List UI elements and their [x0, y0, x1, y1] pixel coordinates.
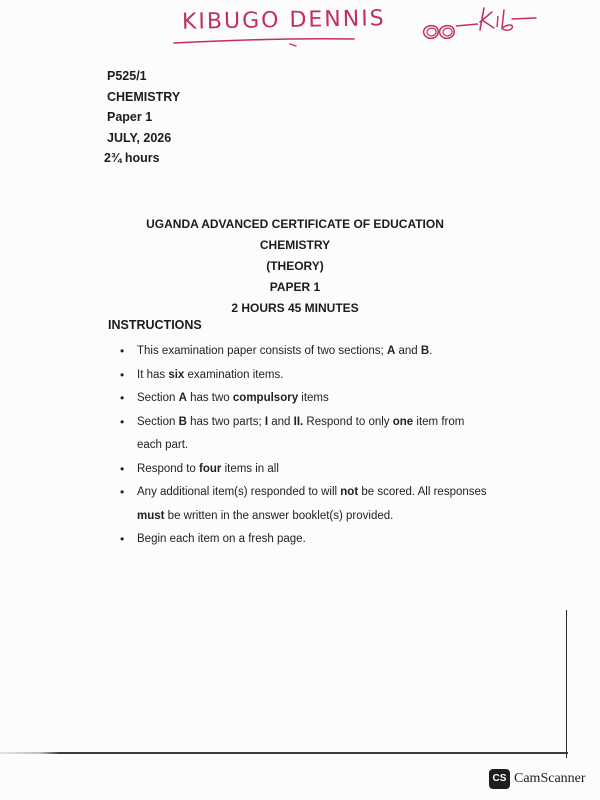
- signature-mark: [420, 4, 540, 50]
- scan-edge-right: [566, 610, 567, 758]
- instructions-heading: INSTRUCTIONS: [108, 318, 202, 332]
- camscanner-label: CamScanner: [514, 771, 586, 786]
- exam-paper-title: PAPER 1: [269, 280, 321, 294]
- instruction-item: • This examination paper consists of two sections; A and B.: [120, 340, 490, 364]
- paper-duration: 2¾ hours: [104, 151, 160, 165]
- exam-board-title: UGANDA ADVANCED CERTIFICATE OF EDUCATION: [146, 217, 444, 231]
- exam-title-block: [0, 214, 590, 319]
- handwritten-underline: [172, 34, 362, 48]
- paper-number: Paper 1: [107, 110, 153, 124]
- paper-code: P525/1: [107, 69, 147, 83]
- instruction-item: • Begin each item on a fresh page.: [120, 528, 490, 552]
- instruction-item: • Section A has two compulsory items: [120, 387, 490, 411]
- scan-edge-bottom: [0, 752, 568, 754]
- exam-duration-title: 2 HOURS 45 MINUTES: [231, 301, 359, 315]
- instruction-item: • It has six examination items.: [120, 364, 490, 388]
- camscanner-logo-icon: CS: [489, 769, 510, 789]
- instruction-item: • Section B has two parts; I and II. Respond to only one item from each part.: [120, 411, 490, 458]
- exam-subject-title: CHEMISTRY: [259, 238, 331, 252]
- instruction-item: • Respond to four items in all: [120, 458, 490, 482]
- instruction-item: • Any additional item(s) responded to will not be scored. All responses must be written in the answer booklet(s) provided.: [120, 481, 490, 528]
- paper-header: [104, 66, 181, 169]
- paper-subject: CHEMISTRY: [107, 89, 181, 104]
- paper-date: JULY, 2026: [107, 130, 172, 145]
- camscanner-watermark: [489, 769, 586, 789]
- handwritten-name: KIBUGO DENNIS: [181, 6, 386, 35]
- instructions-list: [120, 340, 490, 552]
- exam-theory-title: (THEORY): [266, 259, 324, 273]
